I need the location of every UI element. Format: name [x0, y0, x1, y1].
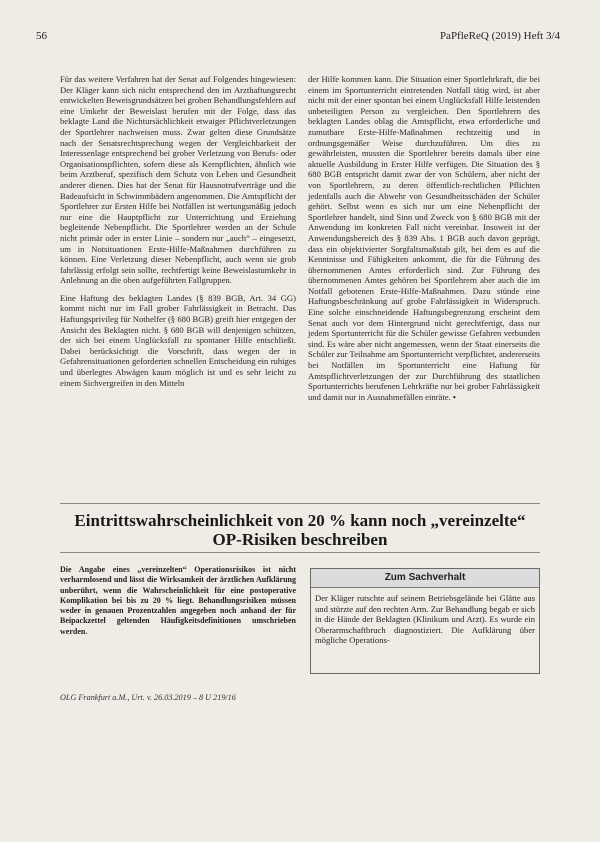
paragraph: [308, 74, 540, 402]
left-text-column: [60, 74, 296, 395]
paragraph: Eine Haftung des beklagten Landes (§ 839 BGB, Art. 34 GG) kommt nicht nur im Fall grober Fahrlässigkeit in Betracht. Das Haftungsprivileg für Nothelfer (§ 680 BGB) greift hier entgegen der Ansicht des Beklagten nicht. § 680 BGB will denjenigen schützen, der sich bei einem Unglücksfall zu spontaner Hilfe entschließt. Dabei berücksichtigt die Vorschrift, dass wegen der in Gefahrensituationen geforderten schnellen Entscheidung ein ruhiges und überlegtes Abwägen kaum möglich ist und es sehr leicht zu einem Sichvergreifen in den Mitteln: [60, 292, 296, 388]
page-number: 56: [36, 30, 47, 42]
title-line: OP-Risiken beschreiben: [212, 530, 388, 549]
title-line: Eintrittswahrscheinlichkeit von 20 % kann noch „vereinzelte“: [74, 511, 526, 530]
section-heading: Zum Sachverhalt: [311, 569, 539, 588]
section-text: Der Kläger rutschte auf seinem Betriebsgelände bei Glätte aus und stürzte auf den rechten Arm. Zur Behandlung begab er sich in die Hände der Beklagten (Klinikum und Arzt). Es wurde ein Oberarmschaftbruch diagnostiziert. Die Aufklärung über mögliche Operations-: [315, 593, 535, 646]
article-title: [60, 511, 540, 549]
article-summary: Die Angabe eines „vereinzelten“ Operationsrisikos ist nicht verharmlosend und lässt die Wirksamkeit der ärztlichen Aufklärung unberührt, wenn die Wahrscheinlichkeit für eine postoperative Komplikation bei bis zu 20 % liegt. Behandlungsrisiken müssen weder in genauen Prozentzahlen angegeben noch anhand der für Beipackzettel geltenden Häufigkeitsdefinitionen umschrieben werden.: [60, 565, 296, 636]
journal-reference: PaPfleReQ (2019) Heft 3/4: [439, 30, 560, 42]
facts-section: [310, 568, 540, 674]
divider: [60, 503, 540, 504]
right-text-column: [308, 74, 540, 409]
end-mark-icon: •: [452, 391, 456, 402]
paragraph-text: der Hilfe kommen kann. Die Situation einer Sportlehrkraft, die bei einem im Sportunterricht eintretenden Notfall tätig wird, ist aber nicht mit der einer spontan bei einem Unglücksfall Hilfe leistenden unbeteiligten Person zu vergleichen. Den Sportlehrern des beklagten Landes oblag die Amtspflicht, etwa erforderliche und zumutbare Erste-Hilfe-Maßnahmen rechtzeitig und in ordnungsgemäßer Weise durchzuführen. Um dies zu gewährleisten, mussten die Sportlehrer bereits damals über eine aktuelle Ausbildung in Erster Hilfe verfügen. Die Situation des § 680 BGB entspricht damit zwar der von Schülern, aber nicht der von Sportlehrern, zu deren öffentlich-rechtlichen Pflichten jedenfalls auch die Abwehr von Gesundheitsschäden der Schüler gehört. Selbst wenn es sich nur um eine Nebenpflicht der Sportlehrer handelt, sind Sinn und Zweck von § 680 BGB mit der Anwendung im konkreten Fall nicht vereinbar. Insoweit ist der Anwendungsbereich des § 839 Abs. 1 BGB auch davon geprägt, dass ein objektivierter Sorgfaltsmaßstab gilt, bei dem es auf die Kenntnisse und Fähigkeiten ankommt, die für die Führung des übernommenen Amtes erforderlich sind. Zur Führung des übernommenen Amtes gehören bei Sportlehrern aber auch die im Notfall gebotenen Erste-Hilfe-Maßnahmen. Dazu stünde eine Haftungsbeschränkung auf grobe Fahrlässigkeit in Widerspruch. Eine solche einschneidende Haftungsbegrenzung erscheint dem Senat auch vor dem Hintergrund nicht gerechtfertigt, dass nur jedem Sportunterricht für die Schüler gewisse Gefahren verbunden sind. Es wäre aber nicht angemessen, wenn der Staat einerseits die Schüler zur Teilnahme am Sportunterricht verpflichtet, andererseits bei Notfällen im Sportunterricht eine Haftung für Amtspflichtverletzungen der zur Durchführung des staatlichen Sportunterrichts berufenen Lehrkräfte nur bei grober Fahrlässigkeit und damit nur in Ausnahmefällen einräte.: [308, 74, 540, 402]
divider: [60, 552, 540, 553]
paragraph: Für das weitere Verfahren hat der Senat auf Folgendes hingewiesen: Der Kläger kann sich nicht entsprechend den im Arzthaftungsrecht entwickelten Beweisgrundsätzen bei groben Behandlungsfehlern auf eine Umkehr der Beweislast berufen mit der Folge, dass das beklagte Land die Nichtursächlichkeit etwaiger Pflichtverletzungen der Sportlehrer nachweisen muss. Zwar gelten diese Grundsätze nach der Senatsrechtsprechung wegen der Vergleichbarkeit der Interessenlage entsprechend bei grober Verletzung von Berufs- oder Organisationspflichten, sofern diese als Kernpflichten, ähnlich wie beim Arztberuf, spezifisch dem Schutz von Leben und Gesundheit anderer dienen. Dies hat der Senat für Hausnotrufverträge und die Badeaufsicht in Schwimmbädern angenommen. Die Amtspflicht der Sportlehrer zur Ersten Hilfe bei Notfällen ist wertungsmäßig jedoch nur eine die Hauptpflicht zur Unterrichtung und Erziehung begleitende Nebenpflicht. Die Sportlehrer werden an der Schule nicht primär oder in erster Linie – sondern nur „auch“ – eingesetzt, um in Notsituationen Erste-Hilfe-Maßnahmen durchführen zu können. Eine Verletzung dieser Nebenpflicht, auch wenn sie grob fahrlässig erfolgt sein sollte, rechtfertigt keine Beweislastumkehr in Anlehnung an die oben aufgeführten Fallgruppen.: [60, 74, 297, 286]
court-citation: OLG Frankfurt a.M., Urt. v. 26.03.2019 – 8 U 219/16: [60, 693, 236, 702]
page-header: [36, 30, 560, 42]
